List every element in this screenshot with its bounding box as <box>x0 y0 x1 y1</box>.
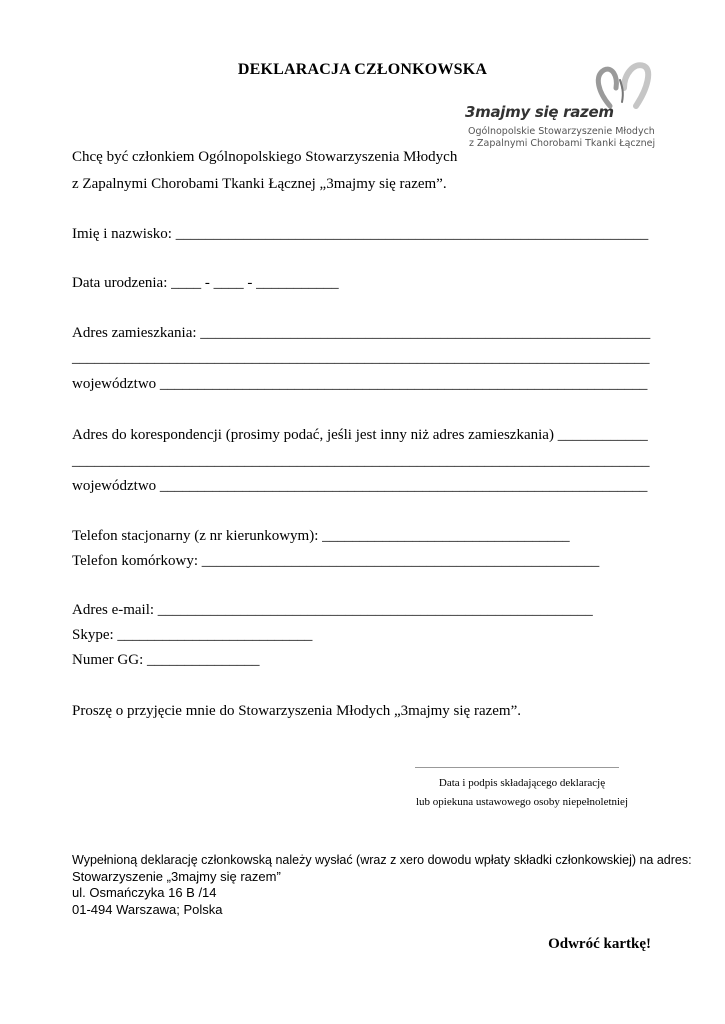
logo-subtitle-line1: Ogólnopolskie Stowarzyszenie Młodych <box>468 126 655 137</box>
gg-number-field[interactable]: Numer GG: _______________ <box>72 652 260 668</box>
intro-line2: z Zapalnymi Chorobami Tkanki Łącznej „3majmy się razem”. <box>72 176 447 192</box>
turn-page-note: Odwróć kartkę! <box>548 936 651 952</box>
correspondence-continuation-field[interactable]: _____________________________________________________________________________ <box>72 453 650 469</box>
voivodeship-field[interactable]: województwo _________________________________________________________________ <box>72 376 648 392</box>
signature-caption-line2: lub opiekuna ustawowego osoby niepełnoletniej <box>415 796 628 808</box>
landline-phone-field[interactable]: Telefon stacjonarny (z nr kierunkowym): _________________________________ <box>72 528 570 544</box>
correspondence-voivodeship-field[interactable]: województwo _________________________________________________________________ <box>72 478 648 494</box>
mailing-street: ul. Osmańczyka 16 B /14 <box>72 885 217 900</box>
email-field[interactable]: Adres e-mail: __________________________________________________________ <box>72 602 593 618</box>
address-continuation-field[interactable]: _____________________________________________________________________________ <box>72 350 650 366</box>
birthdate-field[interactable]: Data urodzenia: ____ - ____ - ___________ <box>72 275 339 291</box>
intro-line1: Chcę być członkiem Ogólnopolskiego Stowarzyszenia Młodych <box>72 149 458 165</box>
organization-logo <box>465 62 665 152</box>
address-field[interactable]: Adres zamieszkania: ____________________________________________________________ <box>72 325 651 341</box>
mailing-instruction: Wypełnioną deklarację członkowską należy wysłać (wraz z xero dowodu wpłaty składki członkowskiej) na adres: <box>72 853 692 867</box>
page-title: DEKLARACJA CZŁONKOWSKA <box>237 61 488 78</box>
name-field[interactable]: Imię i nazwisko: _______________________________________________________________ <box>72 226 649 242</box>
mobile-phone-field[interactable]: Telefon komórkowy: _____________________________________________________ <box>72 553 600 569</box>
mailing-recipient: Stowarzyszenie „3majmy się razem” <box>72 869 281 884</box>
signature-line[interactable] <box>415 767 619 768</box>
logo-name: 3majmy się razem <box>465 103 614 121</box>
mailing-city: 01-494 Warszawa; Polska <box>72 902 223 917</box>
skype-field[interactable]: Skype: __________________________ <box>72 627 313 643</box>
signature-caption-line1: Data i podpis składającego deklarację <box>438 777 606 789</box>
logo-subtitle-line2: z Zapalnymi Chorobami Tkanki Łącznej <box>469 138 656 149</box>
membership-request-text: Proszę o przyjęcie mnie do Stowarzyszenia Młodych „3majmy się razem”. <box>72 703 522 719</box>
correspondence-address-field[interactable]: Adres do korespondencji (prosimy podać, jeśli jest inny niż adres zamieszkania) ____________ <box>72 427 648 443</box>
